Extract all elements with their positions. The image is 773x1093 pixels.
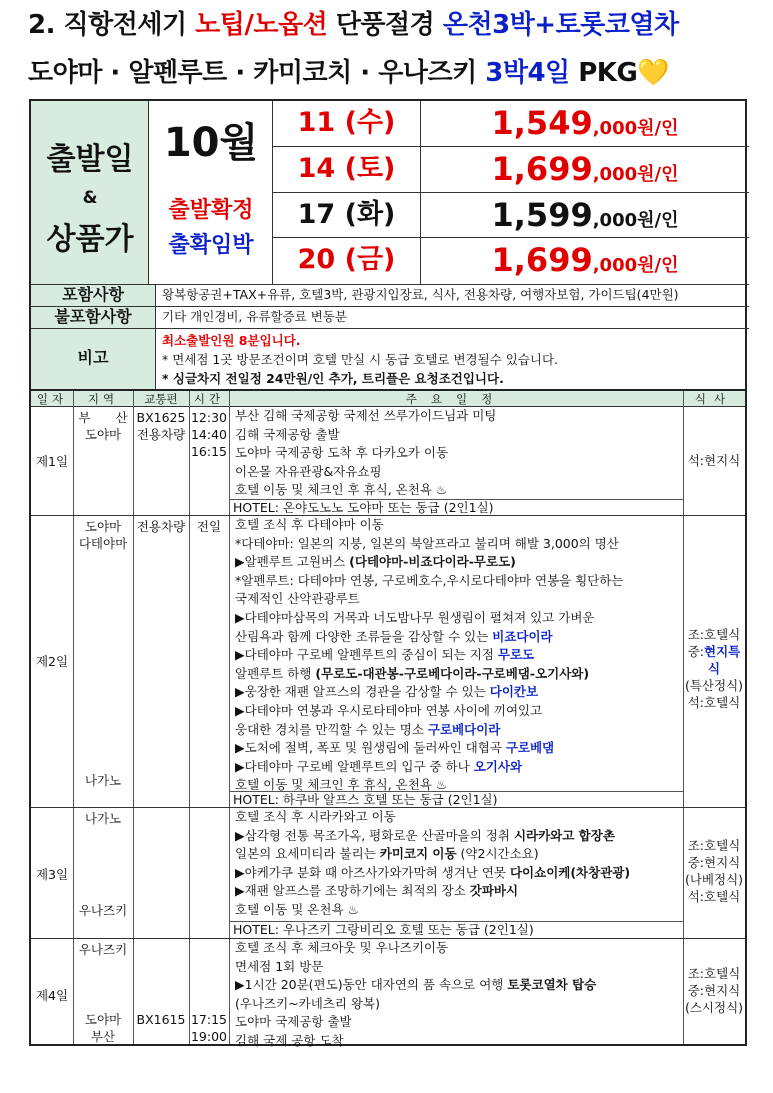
region: 우나즈키 bbox=[78, 903, 128, 918]
header-time: 시간 bbox=[189, 391, 229, 407]
schedule-line: 호텔 이동 및 온천욕 ♨ bbox=[235, 901, 359, 917]
schedule-line: 호텔 조식 후 시라카와고 이동 bbox=[235, 809, 396, 824]
schedule-line: 호텔 조식 후 다테야마 이동 bbox=[235, 517, 384, 532]
schedule-line: ▶도처에 절벽, 폭포 및 원생림에 둘러싸인 대협곡 구로베댐 bbox=[235, 740, 555, 756]
day-number: 제2일 bbox=[35, 654, 69, 669]
region: 부산 bbox=[90, 1029, 116, 1044]
excluded-value: 기타 개인경비, 유류할증료 변동분 bbox=[162, 309, 347, 324]
day-row-4 bbox=[31, 939, 745, 1046]
schedule-line: ▶다테야마 연봉과 우시로타테야마 연봉 사이에 끼여있고 bbox=[235, 702, 543, 718]
day-regions bbox=[73, 409, 133, 443]
excluded-row bbox=[31, 306, 749, 328]
day-row-1 bbox=[31, 407, 745, 516]
day-regions-end bbox=[73, 1011, 133, 1045]
departure-date: 14 (토) bbox=[273, 147, 421, 192]
price-main: 1,699 bbox=[491, 149, 593, 188]
departure-label: 출발일 bbox=[46, 142, 134, 177]
schedule-line: 알펜루트 하행 (무로도-대관봉-구로베다이라-구로베댐-오기사와) bbox=[235, 665, 590, 681]
ampersand: & bbox=[82, 188, 98, 208]
included-label: 포함사항 bbox=[31, 285, 156, 306]
region: 부 산 bbox=[78, 410, 128, 425]
day-number: 제1일 bbox=[35, 454, 69, 469]
price-main: 1,549 bbox=[491, 104, 593, 142]
schedule-line: ▶알펜루트 고원버스 (다테야마-비죠다이라-무로도) bbox=[235, 554, 516, 570]
region: 나가노 bbox=[84, 773, 122, 788]
price-label: 상품가 bbox=[46, 222, 134, 257]
day-transport bbox=[133, 409, 189, 443]
header-schedule: 주요일정 bbox=[229, 391, 683, 407]
meal: 조:호텔식 bbox=[687, 966, 741, 981]
day-meals bbox=[683, 626, 745, 711]
schedule-line: ▶삼각형 전통 목조가옥, 평화로운 산골마을의 정취 시라카와고 합장촌 bbox=[235, 827, 615, 843]
schedule-line: 일본의 요세미티라 불리는 카미코지 이동 (약2시간소요) bbox=[235, 846, 539, 862]
day-meals bbox=[683, 965, 745, 1016]
meal: 조:호텔식 bbox=[687, 627, 741, 642]
meal: 석:호텔식 bbox=[687, 695, 741, 710]
region: 도야마 bbox=[84, 519, 122, 534]
time: 전일 bbox=[196, 519, 222, 534]
header-region: 지역 bbox=[73, 391, 133, 407]
region: 우나즈키 bbox=[78, 942, 128, 957]
departure-date: 17 (화) bbox=[273, 193, 421, 238]
price-suffix: ,000원/인 bbox=[592, 118, 679, 139]
time: 19:00 bbox=[190, 1029, 228, 1044]
day-row-2 bbox=[31, 516, 745, 808]
title-duration: 3박4일 bbox=[485, 58, 570, 88]
title-line-1 bbox=[28, 4, 679, 41]
meal: (나베정식) bbox=[684, 872, 744, 887]
included-value: 왕복항공권+TAX+유류, 호텔3박, 관광지입장료, 식사, 전용차량, 여행자보험, 가이드팁(4만원) bbox=[162, 287, 679, 302]
day-number: 제3일 bbox=[35, 867, 69, 882]
itinerary-table bbox=[29, 391, 747, 1046]
price-suffix: ,000원/인 bbox=[592, 255, 679, 277]
schedule-line: *다테야마: 일본의 지붕, 일본의 북알프라고 불리며 해발 3,000의 명산 bbox=[235, 535, 619, 551]
price-suffix: ,000원/인 bbox=[592, 163, 679, 185]
price-main: 1,599 bbox=[491, 195, 593, 234]
hotel-info: HOTEL: 하쿠바 알프스 호텔 또는 동급 (2인1실) bbox=[229, 791, 683, 808]
remarks-label: 비고 bbox=[31, 329, 156, 389]
schedule-line: ▶다테야마 구로베 알펜루트의 입구 중 하나 오기사와 bbox=[235, 758, 523, 774]
region: 도야마 bbox=[84, 1012, 122, 1027]
schedule-line: ▶1시간 20분(편도)동안 대자연의 품 속으로 여행 토롯코열차 탑승 bbox=[235, 977, 597, 993]
day-row-3 bbox=[31, 808, 745, 939]
schedule-line: ▶야케가쿠 분화 때 아즈사가와가막혀 생겨난 연못 다이쇼이케(차창관광) bbox=[235, 864, 631, 880]
schedule-line: ▶재팬 알프스를 조망하기에는 최적의 장소 갓파바시 bbox=[235, 883, 519, 899]
departure-date: 20 (금) bbox=[273, 238, 421, 284]
remarks-row bbox=[31, 328, 749, 389]
day-regions bbox=[73, 518, 133, 552]
transport: BX1615 bbox=[136, 1012, 186, 1027]
header-meal: 식사 bbox=[683, 391, 745, 407]
remarks-value bbox=[156, 329, 749, 389]
schedule-line: 도야마 국제공항 출발 bbox=[235, 1014, 352, 1030]
title-foliage: 단풍절경 bbox=[335, 10, 435, 40]
schedule-line: 국제적인 산악관광루트 bbox=[235, 591, 360, 607]
time: 17:15 bbox=[190, 1012, 228, 1027]
title-onsen: 온천3박+토롯코열차 bbox=[442, 10, 679, 40]
remark-line: * 싱글차지 전일정 24만원/인 추가, 트리플은 요청조건입니다. bbox=[162, 371, 504, 386]
departure-date-row bbox=[273, 193, 749, 239]
day-meals: 석:현지식 bbox=[687, 453, 741, 468]
transport: 전용차량 bbox=[136, 427, 186, 442]
transport: BX1625 bbox=[136, 410, 186, 425]
schedule-line: 호텔 이동 및 체크인 후 휴식, 온천욕 ♨ bbox=[235, 777, 448, 793]
time: 12:30 bbox=[190, 410, 228, 425]
remark-line: 최소출발인원 8분입니다. bbox=[162, 333, 301, 348]
title-line-2 bbox=[28, 52, 669, 89]
price bbox=[421, 238, 749, 284]
time: 16:15 bbox=[190, 444, 228, 459]
price-suffix: ,000원/인 bbox=[592, 209, 679, 231]
schedule-line: 호텔 이동 및 체크인 후 휴식, 온천욕 ♨ bbox=[235, 482, 448, 498]
header-transport: 교통편 bbox=[133, 391, 189, 407]
schedule-line: ▶다테야마삼목의 거목과 너도밤나무 원생림이 펼쳐져 있고 가벼운 bbox=[235, 609, 595, 625]
schedule-line: *알펜루트: 다테야마 연봉, 구로베호수,우시로다테야마 연봉을 횡단하는 bbox=[235, 572, 624, 588]
schedule-line: 호텔 조식 후 체크아웃 및 우나즈키이동 bbox=[235, 940, 449, 955]
schedule-line: 이온몰 자유관광&자유쇼핑 bbox=[235, 463, 382, 479]
price-main: 1,699 bbox=[491, 241, 593, 280]
product-summary-box bbox=[29, 99, 747, 391]
departure-price-label bbox=[31, 101, 149, 284]
schedule-line: ▶웅장한 재팬 알프스의 경관을 감상할 수 있는 다이칸보 bbox=[235, 684, 539, 700]
heart-icon: 💛 bbox=[637, 58, 670, 88]
schedule-line: 면세점 1회 방문 bbox=[235, 958, 324, 974]
region: 도야마 bbox=[84, 427, 122, 442]
hotel-info: HOTEL: 우나즈키 그랑비리오 호텔 또는 동급 (2인1실) bbox=[229, 921, 683, 938]
meal: 중:현지특식 bbox=[687, 644, 741, 676]
meal: 석:호텔식 bbox=[687, 889, 741, 904]
schedule-line: 김해 국제 공항 도착 bbox=[235, 1032, 344, 1048]
title-prefix: 2. 직항전세기 bbox=[28, 10, 187, 40]
month: 10월 bbox=[163, 120, 259, 166]
meal: 조:호텔식 bbox=[687, 838, 741, 853]
excluded-label: 불포함사항 bbox=[31, 307, 156, 328]
remark-line: * 면세점 1곳 방문조건이며 호텔 만실 시 동급 호텔로 변경될수 있습니다. bbox=[162, 352, 559, 367]
title-no-tip: 노팁/노옵션 bbox=[195, 10, 328, 40]
schedule-line: (우나즈키~카네츠리 왕복) bbox=[235, 995, 380, 1011]
schedule-line: 웅대한 경치를 만끽할 수 있는 명소 구로베다이라 bbox=[235, 721, 501, 737]
meal: (특산정식) bbox=[684, 678, 744, 693]
title-route: 도야마 · 알펜루트 · 카미코치 · 우나즈키 bbox=[28, 58, 477, 88]
status-imminent: 출확임박 bbox=[168, 233, 254, 258]
meal: 중:현지식 bbox=[687, 855, 741, 870]
day-schedule bbox=[229, 939, 683, 1051]
day-schedule bbox=[229, 808, 683, 920]
day-number: 제4일 bbox=[35, 988, 69, 1003]
schedule-line: 부산 김해 국제공항 국제선 쓰루가이드님과 미팅 bbox=[235, 408, 497, 423]
price bbox=[421, 147, 749, 192]
meal: (스시정식) bbox=[684, 1000, 744, 1015]
schedule-line: 도야마 국제공항 도착 후 다카오카 이동 bbox=[235, 445, 449, 461]
header-day: 일자 bbox=[31, 391, 73, 407]
schedule-line: 김해 국제공항 출발 bbox=[235, 426, 340, 442]
schedule-line: ▶다테야마 구로베 알펜루트의 중심이 되는 지점 무로도 bbox=[235, 647, 535, 663]
day-schedule bbox=[229, 407, 683, 500]
price bbox=[421, 101, 749, 146]
hotel-info: HOTEL: 온야도노노 도야마 또는 동급 (2인1실) bbox=[229, 499, 683, 516]
day-times bbox=[189, 409, 229, 460]
day-meals bbox=[683, 837, 745, 905]
departure-date-row bbox=[273, 147, 749, 193]
departure-date-row bbox=[273, 101, 749, 147]
time: 14:40 bbox=[190, 427, 228, 442]
departure-date: 11 (수) bbox=[273, 101, 421, 146]
meal: 중:현지식 bbox=[687, 983, 741, 998]
region: 나가노 bbox=[84, 811, 122, 826]
day-times-end bbox=[189, 1011, 229, 1045]
transport: 전용차량 bbox=[136, 519, 186, 534]
title-pkg: PKG bbox=[578, 58, 638, 88]
departure-date-row bbox=[273, 238, 749, 284]
month-cell bbox=[149, 101, 273, 284]
schedule-line: 산림욕과 함께 다양한 조류들을 감상할 수 있는 비죠다이라 bbox=[235, 628, 553, 644]
region: 다테야마 bbox=[78, 536, 128, 551]
price bbox=[421, 193, 749, 238]
included-row bbox=[31, 284, 749, 306]
status-confirmed: 출발확정 bbox=[168, 198, 254, 223]
day-schedule bbox=[229, 516, 683, 795]
